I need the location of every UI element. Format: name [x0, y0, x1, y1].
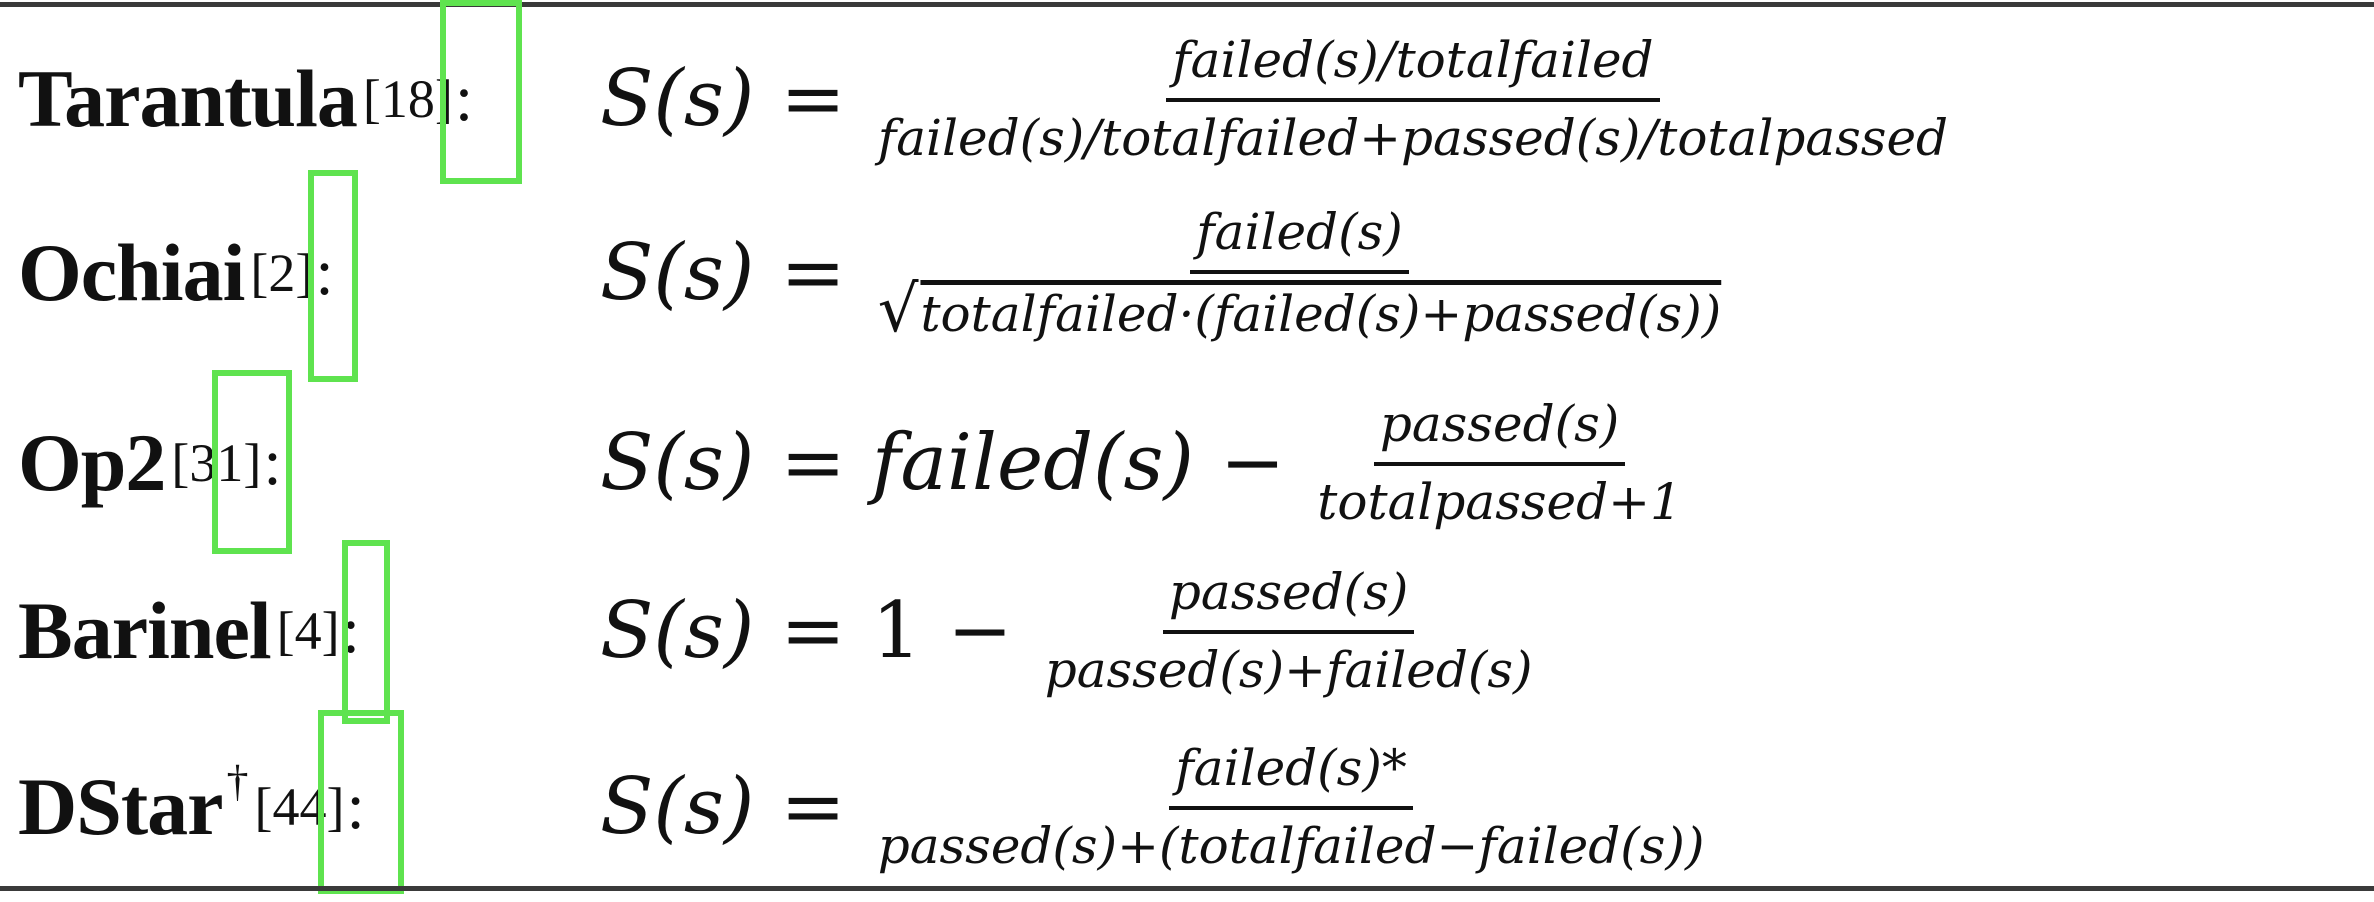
- equals-sign: =: [780, 586, 846, 676]
- metric-label-dstar: [18, 752, 365, 862]
- formula-lhs: S(s): [600, 418, 755, 508]
- metric-label-barinel: [18, 576, 360, 686]
- minus-sign: −: [947, 586, 1013, 676]
- metric-name: Ochiai: [18, 227, 245, 318]
- denominator-with-sqrt: [872, 274, 1728, 346]
- numerator: failed(s)*: [1169, 736, 1413, 810]
- citation-link[interactable]: [44]: [254, 777, 345, 837]
- formula-lhs: S(s): [600, 586, 755, 676]
- equals-sign: =: [780, 762, 846, 852]
- colon: :: [346, 770, 365, 843]
- fraction: [1039, 560, 1539, 702]
- numerator: failed(s)/totalfailed: [1166, 28, 1659, 102]
- metric-label-ochiai: [18, 218, 334, 328]
- leading-term: 1: [871, 586, 922, 676]
- formula-lhs: S(s): [600, 762, 755, 852]
- denominator: failed(s)/totalfailed+passed(s)/totalpassed: [877, 109, 1949, 167]
- dagger-mark: †: [226, 756, 249, 806]
- metric-name: Barinel: [18, 585, 271, 676]
- numerator: passed(s): [1374, 392, 1625, 466]
- metric-name: DStar: [18, 761, 223, 852]
- equals-sign: =: [780, 418, 846, 508]
- equals-sign: =: [780, 228, 846, 318]
- formula-lhs: S(s): [600, 228, 755, 318]
- fraction: [1311, 392, 1688, 534]
- minus-sign: −: [1219, 418, 1286, 508]
- citation-highlight-box: [308, 170, 358, 382]
- numerator: failed(s): [1190, 200, 1409, 274]
- denominator: passed(s)+(totalfailed−failed(s)): [877, 817, 1705, 875]
- equals-sign: =: [780, 54, 846, 144]
- colon: :: [263, 426, 282, 499]
- top-rule: [0, 2, 2374, 7]
- formula-dstar: [600, 722, 1710, 892]
- fraction: [872, 736, 1711, 878]
- numerator: passed(s): [1163, 560, 1414, 634]
- sqrt-symbol: √: [877, 273, 919, 347]
- formula-op2: [600, 378, 1688, 548]
- formula-barinel: [600, 546, 1539, 716]
- formula-tarantula: [600, 14, 1954, 184]
- citation-highlight-box: [342, 540, 390, 724]
- leading-term: failed(s): [871, 418, 1194, 508]
- metric-label-tarantula: [18, 44, 473, 154]
- citation-link[interactable]: [31]: [171, 433, 262, 493]
- citation-link[interactable]: [2]: [250, 243, 314, 303]
- citation-link[interactable]: [4]: [276, 601, 340, 661]
- citation-highlight-box: [212, 370, 292, 554]
- bottom-rule: [0, 886, 2374, 891]
- denominator: totalpassed+1: [1317, 473, 1682, 531]
- sqrt-radicand: totalfailed·(failed(s)+passed(s)): [920, 285, 1722, 343]
- formula-ochiai: [600, 188, 1727, 358]
- citation-link[interactable]: [18]: [362, 69, 453, 129]
- colon: :: [315, 236, 334, 309]
- fraction: [872, 200, 1728, 346]
- colon: :: [341, 594, 360, 667]
- denominator: passed(s)+failed(s): [1044, 641, 1533, 699]
- citation-highlight-box: [318, 710, 404, 894]
- fraction: [872, 28, 1954, 170]
- colon: :: [454, 62, 474, 135]
- formula-lhs: S(s): [600, 54, 755, 144]
- citation-highlight-box: [440, 0, 522, 184]
- metric-name: Tarantula: [18, 53, 357, 144]
- metric-name: Op2: [18, 417, 166, 508]
